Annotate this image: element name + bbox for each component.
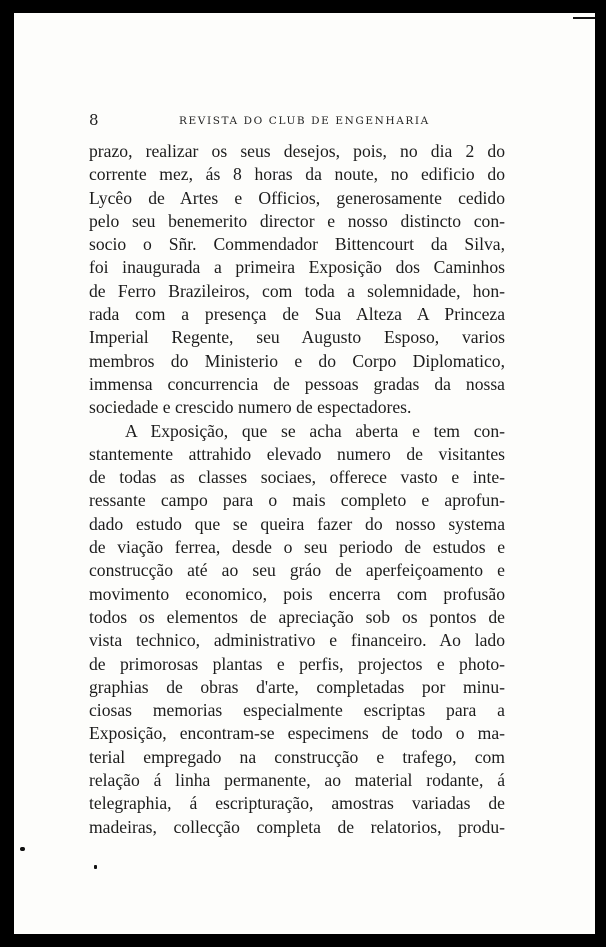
text-line: corrente mez, ás 8 horas da noute, no edificio do: [89, 164, 505, 185]
page-number: 8: [89, 111, 99, 129]
text-line: Lycêo de Artes e Officios, generosamente cedido: [89, 187, 505, 208]
scan-mark: [573, 17, 595, 19]
text-line: vista technico, administrativo e financeiro. Ao lado: [89, 630, 505, 651]
text-line: construcção até ao seu gráo de aperfeiçoamento e: [89, 560, 505, 581]
text-line: pelo seu benemerito director e nosso distincto con-: [89, 210, 505, 231]
text-line: todos os elementos de apreciação sob os pontos de: [89, 606, 505, 627]
running-title: REVISTA DO CLUB DE ENGENHARIA: [179, 115, 430, 127]
scan-mark: [94, 865, 97, 869]
text-line: membros do Ministerio e do Corpo Diplomatico,: [89, 350, 505, 371]
text-line: ressante campo para o mais completo e aprofun-: [89, 490, 505, 511]
text-line: immensa concurrencia de pessoas gradas da nossa: [89, 373, 505, 394]
text-line: rada com a presença de Sua Alteza A Princeza: [89, 304, 505, 325]
body-text: [89, 140, 505, 839]
text-line: de primorosas plantas e perfis, projectos e photo-: [89, 653, 505, 674]
text-line: madeiras, collecção completa de relatorios, produ-: [89, 816, 505, 837]
text-line: socio o Sñr. Commendador Bittencourt da Silva,: [89, 234, 505, 255]
text-line: terial empregado na construcção e trafego, com: [89, 746, 505, 767]
text-line: de viação ferrea, desde o seu periodo de estudos e: [89, 537, 505, 558]
text-line: A Exposição, que se acha aberta e tem con-: [125, 420, 505, 441]
text-line: stantemente attrahido elevado numero de visitantes: [89, 443, 505, 464]
scan-mark: [20, 847, 25, 851]
text-line: prazo, realizar os seus desejos, pois, no dia 2 do: [89, 141, 505, 161]
text-line: dado estudo que se queira fazer do nosso systema: [89, 513, 505, 534]
text-line: de todas as classes sociaes, offerece vasto e inte-: [89, 467, 505, 488]
text-line: sociedade e crescido numero de espectadores.: [89, 397, 412, 418]
text-line: telegraphia, á escripturação, amostras variadas de: [89, 793, 505, 814]
text-line: relação á linha permanente, ao material rodante, á: [89, 770, 505, 791]
text-line: Exposição, encontram-se especimens de todo o ma-: [89, 723, 505, 744]
text-line: foi inaugurada a primeira Exposição dos Caminhos: [89, 257, 505, 278]
text-line: ciosas memorias especialmente escriptas para a: [89, 700, 505, 721]
text-line: movimento economico, pois encerra com profusão: [89, 583, 505, 604]
text-line: Imperial Regente, seu Augusto Esposo, varios: [89, 327, 505, 348]
text-line: de Ferro Brazileiros, com toda a solemnidade, hon-: [89, 280, 505, 301]
text-line: graphias de obras d'arte, completadas por minu-: [89, 676, 505, 697]
page-header: [89, 111, 509, 131]
